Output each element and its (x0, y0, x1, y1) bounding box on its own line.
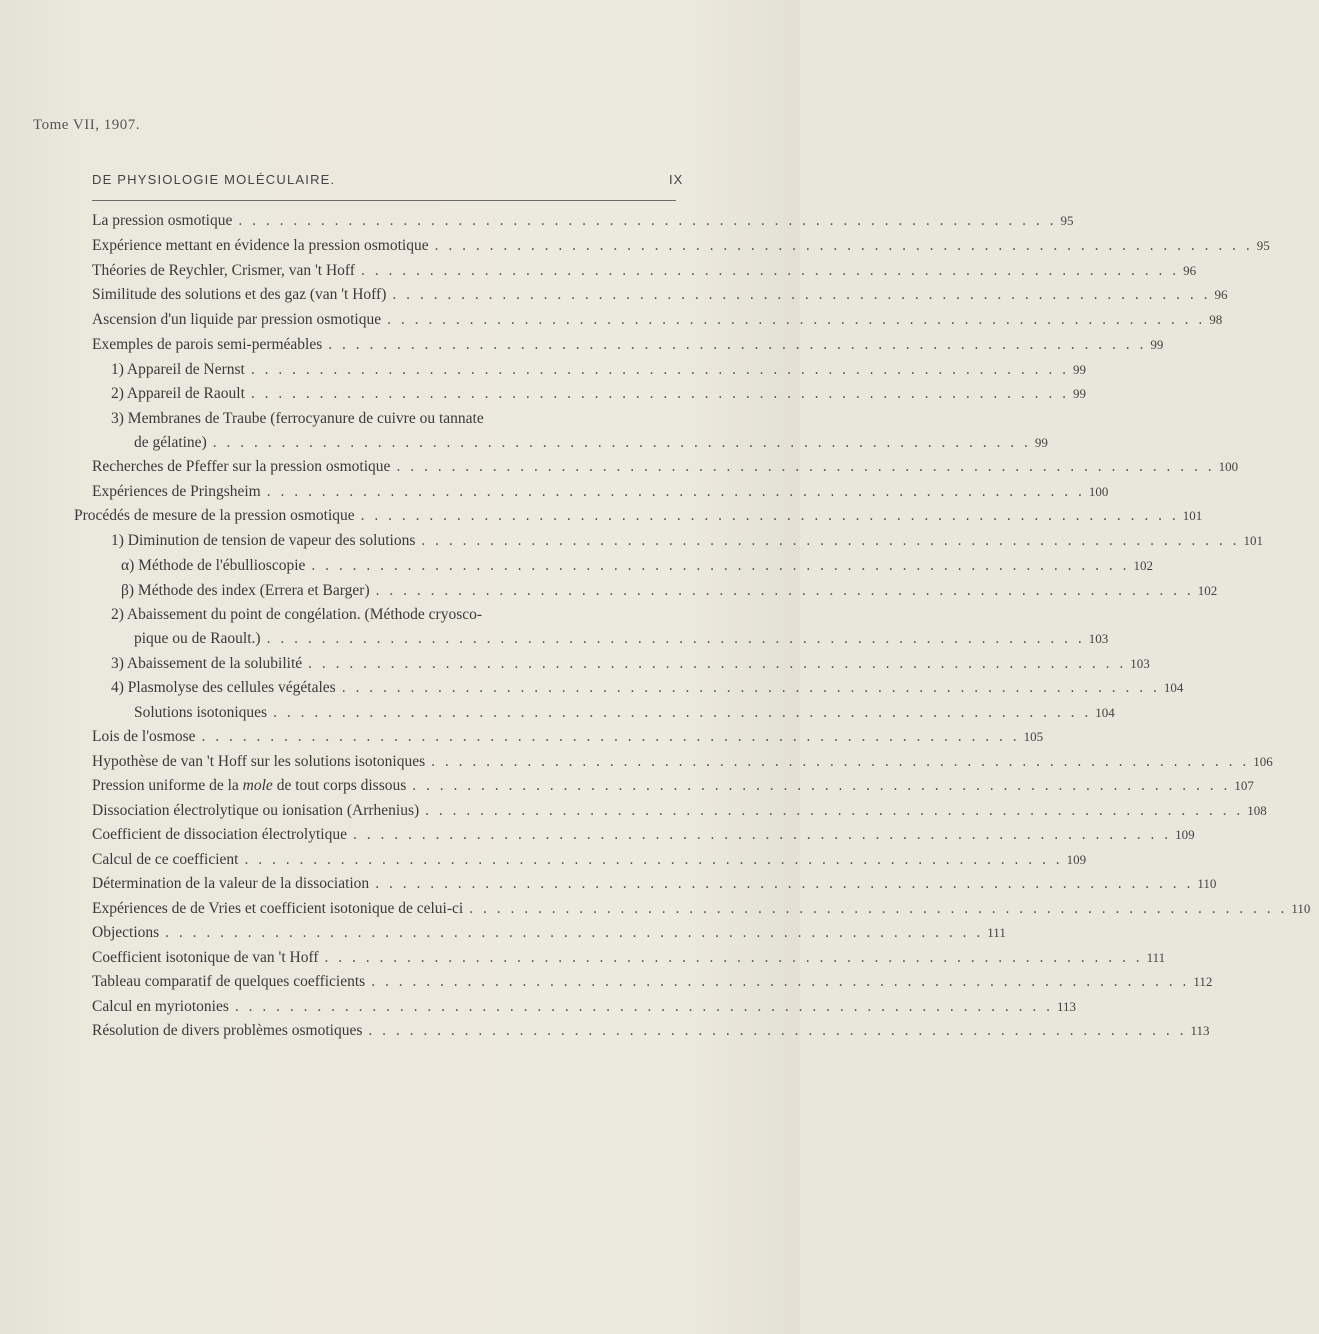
toc-entry (92, 260, 1197, 282)
toc-entry-label: Coefficient isotonique de van 't Hoff (92, 949, 319, 966)
toc-entry (92, 334, 1164, 356)
toc-entry-label: Procédés de mesure de la pression osmotique (74, 507, 355, 524)
toc-entry (92, 898, 1311, 920)
toc-page-number: 108 (1247, 803, 1267, 818)
toc-page-number: 101 (1182, 508, 1203, 523)
toc-entry-label: Exemples de parois semi-perméables (92, 336, 323, 353)
toc-page-number: 100 (1218, 459, 1239, 474)
toc-entry-label: Détermination de la valeur de la dissociation (92, 875, 370, 892)
toc-page-number: 99 (1034, 435, 1048, 450)
toc-entry (121, 555, 1154, 577)
toc-entry-label: 3) Membranes de Traube (ferrocyanure de cuivre ou tannate (111, 410, 484, 427)
toc-entry-label: Résolution de divers problèmes osmotiques (92, 1022, 363, 1039)
toc-entry-label: Dissociation électrolytique ou ionisation (Arrhenius) (92, 802, 420, 819)
dot-leader: . . . . . . . . . . . . . . . . . . . . . . . . . . . . . . . . . . . . . . . . . . . . . . . . . . . . . . . . . . . . (324, 949, 1143, 966)
toc-entry-label: Recherches de Pfeffer sur la pression osmotique (92, 458, 391, 475)
toc-entry-label: Théories de Reychler, Crismer, van 't Hoff (92, 262, 355, 279)
toc-page-number: 111 (1146, 950, 1166, 965)
toc-entry-label: 1) Appareil de Nernst (111, 361, 245, 378)
toc-page-number: 101 (1243, 533, 1263, 548)
toc-page-number: 104 (1163, 680, 1184, 695)
toc-entry-label: α) Méthode de l'ébullioscopie (121, 557, 306, 574)
toc-page-number: 110 (1291, 901, 1311, 916)
dot-leader: . . . . . . . . . . . . . . . . . . . . . . . . . . . . . . . . . . . . . . . . . . . . . . . . . . . . . . . . . . . . (412, 777, 1231, 794)
toc-page-number: 107 (1234, 778, 1254, 793)
dot-leader: . . . . . . . . . . . . . . . . . . . . . . . . . . . . . . . . . . . . . . . . . . . . . . . . . . . . . . . . . . . . (360, 507, 1179, 524)
dot-leader: . . . . . . . . . . . . . . . . . . . . . . . . . . . . . . . . . . . . . . . . . . . . . . . . . . . . . . . . . . . . (234, 998, 1054, 1015)
dot-leader: . . . . . . . . . . . . . . . . . . . . . . . . . . . . . . . . . . . . . . . . . . . . . . . . . . . . . . . . . . . . (212, 434, 1031, 451)
toc-entry (134, 432, 1048, 454)
dot-leader: . . . . . . . . . . . . . . . . . . . . . . . . . . . . . . . . . . . . . . . . . . . . . . . . . . . . . . . . . . . . (311, 557, 1130, 574)
dot-leader: . . . . . . . . . . . . . . . . . . . . . . . . . . . . . . . . . . . . . . . . . . . . . . . . . . . . . . . . . . . . (352, 826, 1172, 843)
toc-page-number: 113 (1190, 1023, 1210, 1038)
toc-entry-label: 2) Abaissement du point de congélation. (Méthode cryosco- (111, 606, 483, 623)
dot-leader: . . . . . . . . . . . . . . . . . . . . . . . . . . . . . . . . . . . . . . . . . . . . . . . . . . . . . . . . . . . . (266, 483, 1085, 500)
dot-leader: . . . . . . . . . . . . . . . . . . . . . . . . . . . . . . . . . . . . . . . . . . . . . . . . . . . . . . . . . . . . (434, 237, 1253, 254)
dot-leader: . . . . . . . . . . . . . . . . . . . . . . . . . . . . . . . . . . . . . . . . . . . . . . . . . . . . . . . . . . . . (266, 630, 1085, 647)
toc-entry-label: Ascension d'un liquide par pression osmotique (92, 311, 382, 328)
running-title: DE PHYSIOLOGIE MOLÉCULAIRE. (92, 172, 336, 187)
toc-entry (92, 210, 1074, 232)
toc-page-number: 100 (1088, 484, 1109, 499)
toc-entry (92, 849, 1087, 871)
dot-leader: . . . . . . . . . . . . . . . . . . . . . . . . . . . . . . . . . . . . . . . . . . . . . . . . . . . . . . . . . . . . (431, 753, 1250, 770)
toc-entry (111, 653, 1150, 675)
header-rule (92, 200, 676, 201)
toc-page-number: 99 (1073, 362, 1086, 377)
toc-entry (111, 677, 1184, 699)
toc-page-number: 109 (1066, 852, 1087, 867)
toc-page-number: 106 (1253, 754, 1273, 769)
toc-entry-label: de gélatine) (134, 434, 207, 451)
toc-entry-label: Calcul en myriotonies (92, 998, 229, 1015)
toc-entry (121, 580, 1218, 602)
toc-entry (92, 284, 1228, 306)
toc-entry (92, 751, 1273, 773)
dot-leader: . . . . . . . . . . . . . . . . . . . . . . . . . . . . . . . . . . . . . . . . . . . . . . . . . . . . . . . . . . . . (375, 875, 1194, 892)
toc-entry-label: Pression uniforme de la mole de tout corps dissous (92, 777, 407, 794)
dot-leader: . . . . . . . . . . . . . . . . . . . . . . . . . . . . . . . . . . . . . . . . . . . . . . . . . . . . . . . . . . . . (250, 361, 1069, 378)
toc-entry-label: 1) Diminution de tension de vapeur des solutions (111, 532, 416, 549)
dot-leader: . . . . . . . . . . . . . . . . . . . . . . . . . . . . . . . . . . . . . . . . . . . . . . . . . . . . . . . . . . . . (341, 679, 1160, 696)
toc-entry-label: 3) Abaissement de la solubilité (111, 655, 303, 672)
toc-entry (92, 996, 1077, 1018)
toc-entry (92, 971, 1213, 993)
toc-entry (92, 800, 1267, 822)
dot-leader: . . . . . . . . . . . . . . . . . . . . . . . . . . . . . . . . . . . . . . . . . . . . . . . . . . . . . . . . . . . . (360, 262, 1180, 279)
dot-leader: . . . . . . . . . . . . . . . . . . . . . . . . . . . . . . . . . . . . . . . . . . . . . . . . . . . . . . . . . . . . (392, 286, 1211, 303)
toc-page-number: 113 (1057, 999, 1077, 1014)
toc-page-number: 109 (1175, 827, 1195, 842)
dot-leader: . . . . . . . . . . . . . . . . . . . . . . . . . . . . . . . . . . . . . . . . . . . . . . . . . . . . . . . . . . . . (371, 973, 1190, 990)
toc-entry (134, 702, 1115, 724)
toc-page-number: 103 (1088, 631, 1109, 646)
dot-leader: . . . . . . . . . . . . . . . . . . . . . . . . . . . . . . . . . . . . . . . . . . . . . . . . . . . . . . . . . . . . (165, 924, 984, 941)
dot-leader: . . . . . . . . . . . . . . . . . . . . . . . . . . . . . . . . . . . . . . . . . . . . . . . . . . . . . . . . . . . . (469, 900, 1288, 917)
toc-entry (92, 456, 1239, 478)
toc-entry (111, 530, 1263, 552)
toc-page-number: 95 (1060, 213, 1074, 228)
page-number: IX (669, 172, 684, 187)
dot-leader: . . . . . . . . . . . . . . . . . . . . . . . . . . . . . . . . . . . . . . . . . . . . . . . . . . . . . . . . . . . . (396, 458, 1215, 475)
toc-entry-label: Similitude des solutions et des gaz (van 't Hoff) (92, 286, 387, 303)
toc-page-number: 96 (1183, 263, 1197, 278)
toc-entry-label: Expériences de Pringsheim (92, 483, 261, 500)
toc-entry (74, 505, 1203, 527)
running-head (0, 172, 800, 194)
toc-entry (134, 628, 1109, 650)
dot-leader: . . . . . . . . . . . . . . . . . . . . . . . . . . . . . . . . . . . . . . . . . . . . . . . . . . . . . . . . . . . . (328, 336, 1147, 353)
dot-leader: . . . . . . . . . . . . . . . . . . . . . . . . . . . . . . . . . . . . . . . . . . . . . . . . . . . . . . . . . . . . (425, 802, 1244, 819)
toc-entry (92, 726, 1044, 748)
toc-entry (92, 309, 1223, 331)
toc-entry (111, 359, 1086, 381)
toc-entry (92, 873, 1217, 895)
toc-entry-label: Hypothèse de van 't Hoff sur les solutions isotoniques (92, 753, 426, 770)
toc-entry (92, 1020, 1210, 1042)
toc-entry-label: 4) Plasmolyse des cellules végétales (111, 679, 336, 696)
toc-entry-label: 2) Appareil de Raoult (111, 385, 245, 402)
dot-leader: . . . . . . . . . . . . . . . . . . . . . . . . . . . . . . . . . . . . . . . . . . . . . . . . . . . . . . . . . . . . (238, 212, 1057, 229)
toc-entry (92, 922, 1006, 944)
toc-entry (92, 775, 1254, 797)
toc-entry-label: pique ou de Raoult.) (134, 630, 261, 647)
toc-entry (111, 383, 1086, 405)
toc-page-number: 104 (1095, 705, 1115, 720)
toc-entry (92, 947, 1166, 969)
toc-page-number: 111 (987, 925, 1006, 940)
toc-entry-label: Expérience mettant en évidence la pression osmotique (92, 237, 429, 254)
toc-page-number: 103 (1130, 656, 1150, 671)
dot-leader: . . . . . . . . . . . . . . . . . . . . . . . . . . . . . . . . . . . . . . . . . . . . . . . . . . . . . . . . . . . . (244, 851, 1063, 868)
toc-entry-label: Coefficient de dissociation électrolytique (92, 826, 347, 843)
dot-leader: . . . . . . . . . . . . . . . . . . . . . . . . . . . . . . . . . . . . . . . . . . . . . . . . . . . . . . . . . . . . (421, 532, 1240, 549)
toc-page-number: 102 (1197, 583, 1218, 598)
toc-entry-label: β) Méthode des index (Errera et Barger) (121, 582, 370, 599)
dot-leader: . . . . . . . . . . . . . . . . . . . . . . . . . . . . . . . . . . . . . . . . . . . . . . . . . . . . . . . . . . . . (375, 582, 1194, 599)
dot-leader: . . . . . . . . . . . . . . . . . . . . . . . . . . . . . . . . . . . . . . . . . . . . . . . . . . . . . . . . . . . . (201, 728, 1020, 745)
toc-entry (92, 481, 1109, 503)
toc-page-number: 96 (1214, 287, 1228, 302)
toc-entry-label: La pression osmotique (92, 212, 233, 229)
toc-entry-label: Solutions isotoniques (134, 704, 268, 721)
toc-entry-label: Objections (92, 924, 160, 941)
toc-page-number: 105 (1023, 729, 1044, 744)
dot-leader: . . . . . . . . . . . . . . . . . . . . . . . . . . . . . . . . . . . . . . . . . . . . . . . . . . . . . . . . . . . . (250, 385, 1069, 402)
toc-entry-label: Expériences de de Vries et coefficient isotonique de celui-ci (92, 900, 464, 917)
toc-entry-label: Tableau comparatif de quelques coefficients (92, 973, 366, 990)
toc-page-number: 110 (1197, 876, 1217, 891)
dot-leader: . . . . . . . . . . . . . . . . . . . . . . . . . . . . . . . . . . . . . . . . . . . . . . . . . . . . . . . . . . . . (308, 655, 1127, 672)
dot-leader: . . . . . . . . . . . . . . . . . . . . . . . . . . . . . . . . . . . . . . . . . . . . . . . . . . . . . . . . . . . . (368, 1022, 1187, 1039)
toc-page-number: 95 (1256, 238, 1270, 253)
toc-entry (92, 235, 1270, 257)
dot-leader: . . . . . . . . . . . . . . . . . . . . . . . . . . . . . . . . . . . . . . . . . . . . . . . . . . . . . . . . . . . . (273, 704, 1092, 721)
toc-entry (92, 824, 1195, 846)
toc-page-number: 102 (1133, 558, 1154, 573)
volume-label: Tome VII, 1907. (33, 117, 140, 133)
toc-page-number: 99 (1073, 386, 1086, 401)
toc-page-number: 98 (1209, 312, 1223, 327)
toc-entry-label: Calcul de ce coefficient (92, 851, 239, 868)
toc-page-number: 112 (1193, 974, 1213, 989)
dot-leader: . . . . . . . . . . . . . . . . . . . . . . . . . . . . . . . . . . . . . . . . . . . . . . . . . . . . . . . . . . . . (387, 311, 1206, 328)
toc-page-number: 99 (1150, 337, 1164, 352)
toc-entry-label: Lois de l'osmose (92, 728, 196, 745)
